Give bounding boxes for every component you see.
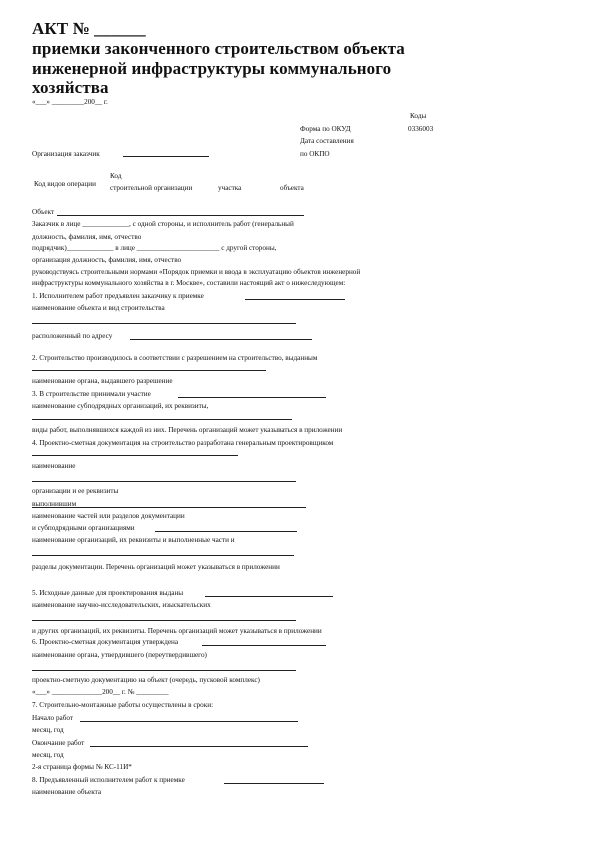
p3-text: 3. В строительстве принимали участие [32, 390, 151, 398]
p4-field5 [32, 555, 294, 556]
stroit-label: строительной организации [110, 184, 193, 192]
p5-sub: наименование научно-исследовательских, изыскательских [32, 601, 211, 609]
p8-text: 8. Предъявленный исполнителем работ к приемке [32, 776, 185, 784]
p3-sub: наименование субподрядных организаций, их реквизиты, [32, 402, 209, 410]
p4-sub7: разделы документации. Перечень организаций может указываться в приложении [32, 563, 280, 571]
act-subtitle-line3: хозяйства [32, 78, 109, 97]
p3-sub2: виды работ, выполнявшихся каждой из них. Перечень организаций может указываться в приложении [32, 426, 343, 434]
p4-field3 [32, 507, 306, 508]
p7-end: Окончание работ [32, 739, 85, 747]
p4-sub3: выполнившим [32, 500, 77, 508]
okud-value: 0336003 [408, 125, 434, 133]
obekt-label: объекта [280, 184, 304, 192]
act-subtitle-line1: приемки законченного строительством объекта [32, 39, 405, 58]
act-title: АКТ № ______ [32, 19, 146, 38]
p4-sub5: и субподрядными организациями [32, 524, 135, 532]
p7-start-field [80, 721, 298, 722]
rukovod-line2: инфраструктуры коммунального хозяйства в г. Москве», составили настоящий акт о нижеследующем: [32, 279, 346, 287]
p1-address-field [130, 339, 312, 340]
org-field [123, 156, 209, 157]
podryadchik-note: должность, фамилия, имя, отчество [32, 233, 142, 241]
p6-sub2: проектно-сметную документацию на объект (очередь, пусковой комплекс) [32, 676, 260, 684]
p5-sub2: и других организаций, их реквизиты. Перечень организаций может указываться в приложении [32, 627, 322, 635]
p1-field [245, 299, 345, 300]
p4-field2 [32, 481, 296, 482]
p8-sub: наименование объекта [32, 788, 102, 796]
p4-field4 [155, 531, 297, 532]
p4-field1 [32, 455, 238, 456]
p3-field2 [32, 419, 292, 420]
codes-title: Коды [410, 112, 427, 120]
p5-field [205, 596, 333, 597]
zakazchik-line: Заказчик в лице _____________, с одной стороны, и исполнитель работ (генеральный [32, 220, 294, 228]
act-date: «___» _________200__ г. [32, 98, 108, 106]
act-subtitle-line2: инженерной инфраструктуры коммунального [32, 59, 392, 78]
p4-text: 4. Проектно-сметная документация на строительство разработана генеральным проектировщиком [32, 439, 334, 447]
p2-field [32, 370, 266, 371]
p6-sub: наименование органа, утвердившего (переутвердившего) [32, 651, 207, 659]
p7-month2: месяц, год [32, 751, 64, 759]
p2-sub: наименование органа, выдавшего разрешение [32, 377, 173, 385]
org-label: Организация заказчик [32, 150, 100, 158]
date-label: Дата составления [300, 137, 354, 145]
p5-text: 5. Исходные данные для проектирования выданы [32, 589, 184, 597]
vid-label: Код видов операции [34, 180, 96, 188]
okpo-label: по ОКПО [300, 150, 330, 158]
p4-sub6: наименование организаций, их реквизиты и выполненные части и [32, 536, 235, 544]
object-label: Объект [32, 208, 55, 216]
p7-start: Начало работ [32, 714, 74, 722]
p6-field [202, 645, 326, 646]
p6-date: «___» ______________200__ г. № _________ [32, 688, 169, 696]
p1-sub1: наименование объекта и вид строительства [32, 304, 165, 312]
p6-text: 6. Проектно-сметная документация утверждена [32, 638, 179, 646]
p5-field2 [32, 620, 296, 621]
p8-field [224, 783, 324, 784]
p3-field [178, 397, 326, 398]
org-row: организация должность, фамилия, имя, отчество [32, 256, 182, 264]
p7-end-field [90, 746, 308, 747]
p4-sub2: организации и ее реквизиты [32, 487, 119, 495]
p1-field2 [32, 323, 296, 324]
kod-label: Код [110, 172, 122, 180]
rukovod-line1: руководствуясь строительными нормами «Порядок приемки и ввода в эксплуатацию объектов инженерной [32, 268, 361, 276]
p6-field2 [32, 670, 296, 671]
p7-month1: месяц, год [32, 726, 64, 734]
object-field [57, 215, 304, 216]
p2-text: 2. Строительство производилось в соответствии с разрешением на строительство, выданным [32, 354, 318, 362]
okud-label: Форма по ОКУД [300, 125, 351, 133]
p1-sub2: расположенный по адресу [32, 332, 113, 340]
p1-text: 1. Исполнителем работ предъявлен заказчику к приемке [32, 292, 204, 300]
p7-page: 2-я страница формы № КС-11И* [32, 763, 132, 771]
podryadchik-line: подрядчик)_____________ в лице _______________________ с другой стороны, [32, 244, 277, 252]
p7-text: 7. Строительно-монтажные работы осуществлены в сроки: [32, 701, 214, 709]
p4-sub1: наименование [32, 462, 76, 470]
p4-sub4: наименование частей или разделов документации [32, 512, 185, 520]
uchastok-label: участка [218, 184, 242, 192]
